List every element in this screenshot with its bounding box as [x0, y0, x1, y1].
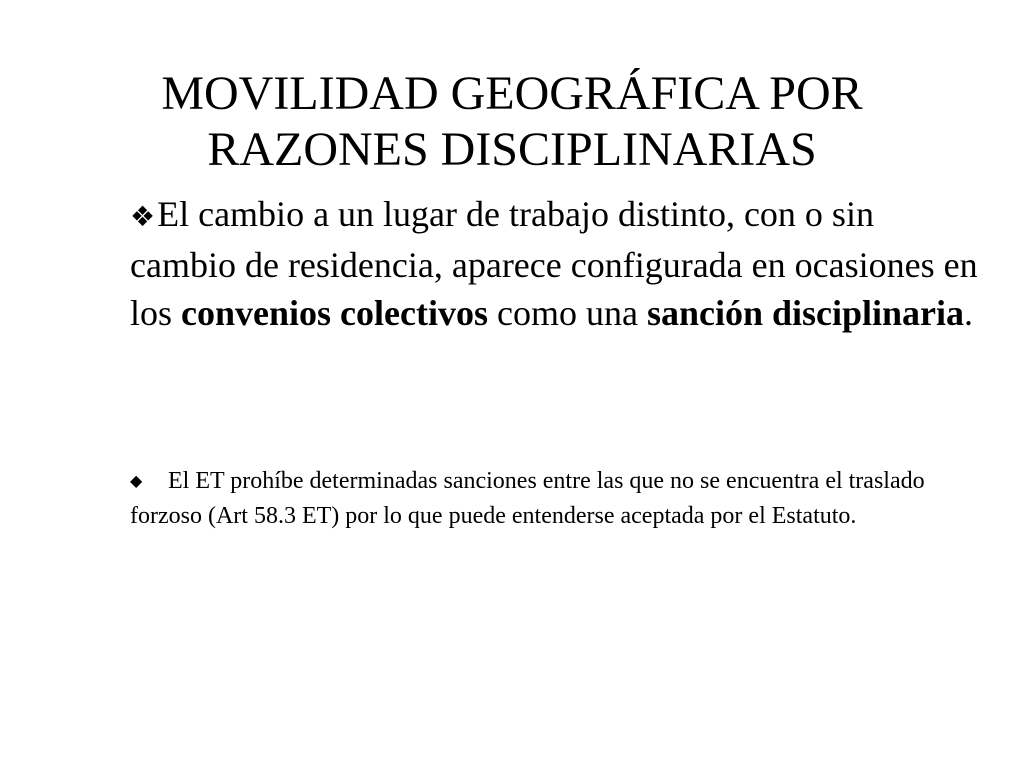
main-bullet-text-2: como una: [487, 293, 647, 333]
title-line-2: RAZONES DISCIPLINARIAS: [207, 123, 817, 177]
four-diamond-bullet-icon: ❖: [130, 200, 156, 233]
main-bullet-bold-sancion: sanción disciplinaria: [646, 293, 965, 333]
slide-title: [40, 66, 984, 178]
diamond-bullet-icon: ◆: [130, 471, 143, 490]
sub-bullet-paragraph: [130, 463, 960, 534]
sub-bullet-text: El ET prohíbe determinadas sanciones entre las que no se encuentra el traslado forzoso (Art 58.3 ET) por lo que puede entenderse aceptada por el Estatuto.: [130, 468, 925, 529]
title-line-1: MOVILIDAD GEOGRÁFICA POR: [161, 67, 863, 121]
main-bullet-paragraph: [130, 190, 980, 337]
main-bullet-text-3: .: [964, 293, 974, 333]
main-bullet-text-1: El cambio a un lugar de trabajo distinto, con o sin cambio de residencia, aparece configurada en ocasiones en los: [130, 194, 978, 333]
main-bullet-bold-convenios: convenios colectivos: [181, 293, 488, 333]
